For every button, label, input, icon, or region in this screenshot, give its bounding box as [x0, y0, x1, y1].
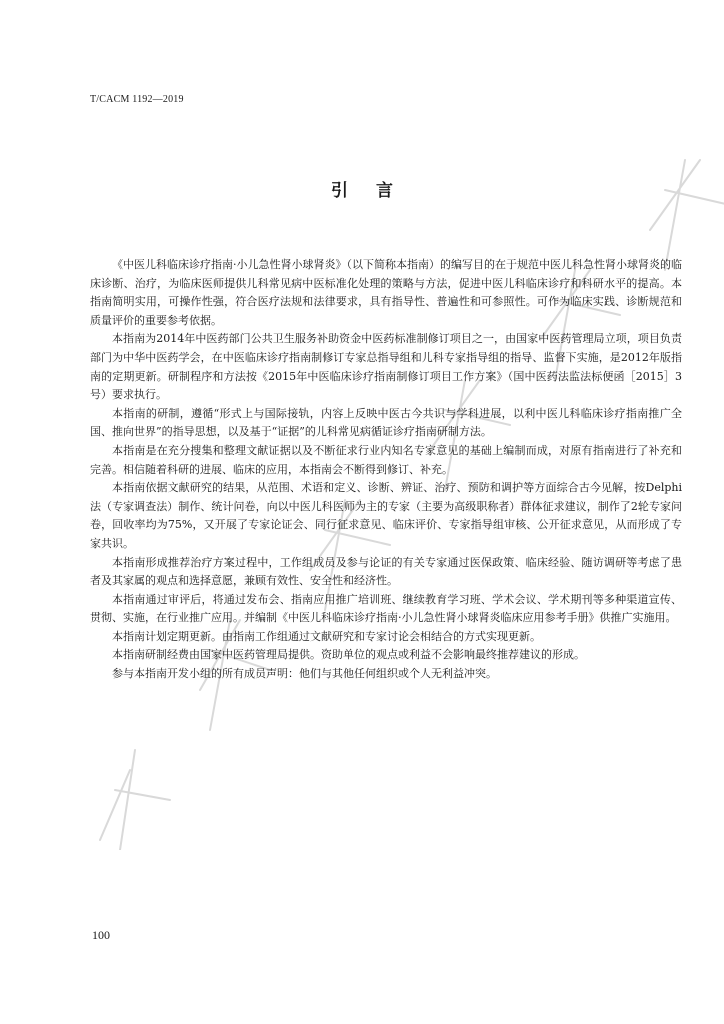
paragraph: 本指南研制经费由国家中医药管理局提供。资助单位的观点或利益不会影响最终推荐建议的形成。: [112, 648, 585, 662]
paragraph: 本指南的研制，遵循“形式上与国际接轨，内容上反映中医古今共识与学科进展，以利中医儿科临床诊疗指南推广全国、推向世界”的指导思想，以及基于“证据”的儿科常见病循证诊疗指南研制方法。: [90, 406, 682, 439]
paragraph: 参与本指南开发小组的所有成员声明：他们与其他任何组织或个人无利益冲突。: [112, 667, 497, 681]
body-text: [90, 256, 682, 684]
paragraph: 本指南为2014年中医药部门公共卫生服务补助资金中医药标准制修订项目之一，由国家中医药管理局立项，项目负责部门为中华中医药学会，在中医临床诊疗指南制修订专家总指导组和儿科专家指导组的指导、监督下实施，是2012年版指南的定期更新。研制程序和方法按《2015年中医临床诊疗指南制修订项目工作方案》（国中医药法监法标便函［2015］3号）要求执行。: [90, 332, 682, 402]
paragraph: 本指南通过审评后，将通过发布会、指南应用推广培训班、继续教育学习班、学术会议、学术期刊等多种渠道宣传、贯彻、实施，在行业推广应用。并编制《中医儿科临床诊疗指南·小儿急性肾小球肾炎临床应用参考手册》供推广实施用。: [90, 592, 682, 625]
page-title: 引言: [331, 181, 421, 201]
document-code: T/CACM 1192—2019: [90, 94, 184, 105]
page-number: 100: [92, 928, 110, 942]
paragraph: 本指南形成推荐治疗方案过程中，工作组成员及参与论证的有关专家通过医保政策、临床经验、随访调研等考虑了患者及其家属的观点和选择意愿，兼顾有效性、安全性和经济性。: [90, 555, 682, 588]
paragraph: 本指南计划定期更新。由指南工作组通过文献研究和专家讨论会相结合的方式实现更新。: [112, 629, 541, 643]
paragraph: 《中医儿科临床诊疗指南·小儿急性肾小球肾炎》（以下简称本指南）的编写目的在于规范中医儿科急性肾小球肾炎的临床诊断、治疗，为临床医师提供儿科常见病中医标准化处理的策略与方法，促进中医儿科临床诊疗和科研水平的提高。本指南简明实用，可操作性强，符合医疗法规和法律要求，具有指导性、普遍性和可参照性。可作为临床实践、诊断规范和质量评价的重要参考依据。: [90, 258, 682, 327]
paragraph: 本指南依据文献研究的结果，从范围、术语和定义、诊断、辨证、治疗、预防和调护等方面综合古今见解，按Delphi法（专家调查法）制作、统计问卷，向以中医儿科医师为主的专家（主要为高级职称者）群体征求建议，制作了2轮专家问卷，回收率均为75%，又开展了专家论证会、同行征求意见、临床评价、专家指导组审核、公开征求意见，从而形成了专家共识。: [90, 481, 682, 550]
paragraph: 本指南是在充分搜集和整理文献证据以及不断征求行业内知名专家意见的基础上编制而成，对原有指南进行了补充和完善。相信随着科研的进展、临床的应用，本指南会不断得到修订、补充。: [90, 443, 682, 476]
